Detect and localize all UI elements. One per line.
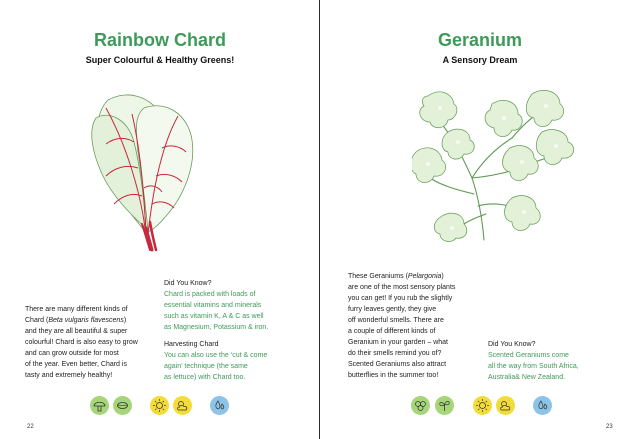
page-number: 22 bbox=[27, 424, 34, 430]
did-you-know-block: Did You Know? Chard is packed with loads of essential vitamins and minerals such as vitamin K, A & C as well as Magnesium, Potassium & iron. bbox=[164, 280, 269, 331]
sun-icon bbox=[473, 396, 492, 415]
did-you-know-block: Did You Know? Scented Geraniums come all the way from South Africa, Australia& New Zealand. bbox=[488, 341, 579, 381]
right-page bbox=[320, 0, 640, 439]
did-you-know-heading: Did You Know? bbox=[488, 341, 536, 348]
seed-icon bbox=[113, 396, 132, 415]
sun-icon bbox=[150, 396, 169, 415]
rainbow-chard-illustration bbox=[88, 88, 198, 252]
page-subtitle: Super Colourful & Healthy Greens! bbox=[85, 55, 235, 65]
mushroom-icon bbox=[90, 396, 109, 415]
page-title: Rainbow Chard bbox=[93, 30, 226, 50]
harvesting-block: Harvesting Chard You can also use the ‘cut & come again’ technique (the same as lettuce) with Chard too. bbox=[164, 341, 268, 381]
leaf-cluster-icon bbox=[411, 396, 430, 415]
page-title: Geranium bbox=[437, 30, 523, 50]
intro-paragraph: There are many different kinds of Chard (Beta vulgaris flavescens) and they are all beautiful & super colourful! Chard is also easy to grow and can grow outside for most of the year. Even better, Chard is tasty and extremely healthy! bbox=[25, 306, 138, 379]
partly-cloudy-icon bbox=[173, 396, 192, 415]
page-subtitle: A Sensory Dream bbox=[442, 55, 518, 65]
partly-cloudy-icon bbox=[496, 396, 515, 415]
did-you-know-heading: Did You Know? bbox=[164, 280, 212, 287]
water-drops-icon bbox=[533, 396, 552, 415]
seedling-icon bbox=[435, 396, 454, 415]
intro-paragraph: These Geraniums (Pelargonia) are one of the most sensory plants you can get! If you rub the slightly furry leaves gently, they give off wonderful smells. There are a couple of different kinds of Geranium in your garden – what do their smells remind you of? Scented Geraniums also attract butterflies in the summer too! bbox=[348, 273, 456, 379]
page-number: 23 bbox=[606, 424, 613, 430]
geranium-illustration bbox=[412, 86, 582, 244]
harvesting-heading: Harvesting Chard bbox=[164, 341, 219, 348]
water-drops-icon bbox=[210, 396, 229, 415]
